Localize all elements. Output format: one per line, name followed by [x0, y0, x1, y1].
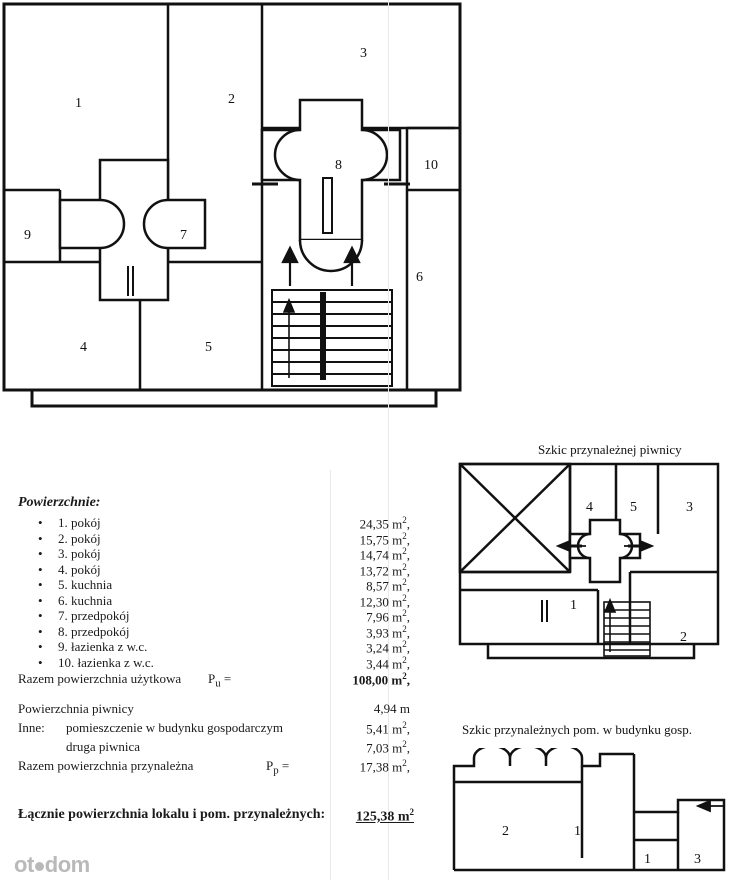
bullet: • — [38, 577, 43, 592]
area-unit: 2 — [402, 577, 407, 587]
grand-total-unit: 2 — [409, 807, 414, 817]
outbuilding-room-number-1b: 1 — [644, 852, 651, 867]
area-value: 14,74 m — [359, 547, 403, 563]
basement-room-number-5: 5 — [630, 500, 637, 515]
area-value: 3,93 m — [366, 624, 403, 640]
total-attached-label: Razem powierzchnia przynależna — [18, 758, 194, 773]
area-schedule: Powierzchnie: • 1. pokój 24,35 $m^2$, • 2. pokój 15,75 $m^2$, • 3. pokój 14,74 $m^2$, • 4. pokój 13,72 $m^2$, • 5. kuchnia 8,57 $m^2$, • 6. kuchnia 12,30 $m^2$, • 7. przedpokój 7,96 $m^2$, • 8. przedpokój 3,93 $m^2$, • 9. łazienka z w.c. 3,24 $m^2$, • 10. łazienka z w.c. 3,44 $m^2$, Razem powierzchnia użytkowa $P_u$ = 108,00 $m^2$, Powierzchnia piwnicy 4,94 m Inne: pomieszczenie w budynku gospodarczym 5,41 $m^2$, druga piwnica 7,03 $m^2$, Razem powierzchnia przynależna $P_p$ = 17,38 $m^2$, Łącznie powierzchnia lokalu i pom. przynależnych: 125,38 $m^2$ — [18, 495, 478, 827]
unit: 2 — [402, 720, 407, 730]
room-number-6: 6 — [416, 270, 423, 285]
area-value: 12,30 m — [359, 593, 403, 609]
total-attached-value: 17,38 m — [359, 759, 403, 775]
area-name: pokój — [71, 561, 101, 577]
area-name: łazienka z w.c. — [71, 639, 148, 654]
second-basement-value: 7,03 m — [366, 740, 403, 756]
area-name: pokój — [71, 546, 101, 561]
outbuilding-room-number-2: 2 — [502, 824, 509, 839]
outbuilding-room-number-3: 3 — [694, 852, 701, 867]
room-number-8: 8 — [335, 158, 342, 173]
outbuilding-room-number-1: 1 — [574, 824, 581, 839]
area-row: • 4. pokój 13,72 $m^2$, — [38, 561, 410, 578]
area-index: 5. — [58, 577, 68, 592]
bullet: • — [38, 654, 43, 670]
room-number-2: 2 — [228, 92, 235, 107]
area-row: • 10. łazienka z w.c. 3,44 $m^2$, — [38, 654, 410, 671]
area-name: przedpokój — [71, 623, 130, 639]
room-number-7: 7 — [180, 228, 187, 243]
area-unit: 2 — [402, 546, 407, 556]
area-index: 4. — [58, 561, 68, 577]
total-usable-equals: = — [223, 671, 232, 686]
area-value: 8,57 m — [366, 578, 403, 594]
area-index: 10. — [58, 654, 75, 670]
area-row: • 1. pokój 24,35 $m^2$, — [38, 515, 410, 532]
area-name: łazienka z w.c. — [77, 654, 154, 670]
area-row: • 2. pokój 15,75 $m^2$, — [38, 530, 410, 547]
area-value: 3,44 m — [366, 655, 403, 671]
area-row: • 8. przedpokój 3,93 $m^2$, — [38, 623, 410, 640]
area-unit: 2 — [402, 515, 407, 525]
otodom-watermark: ot dom — [14, 852, 90, 877]
basement-room-number-4: 4 — [586, 500, 593, 515]
outbuilding-label: pomieszczenie w budynku gospodarczym — [66, 720, 283, 735]
area-index: 7. — [58, 608, 68, 623]
area-value: 24,35 m — [359, 516, 403, 532]
grand-total-row — [18, 807, 478, 827]
room-number-10: 10 — [424, 158, 438, 173]
area-value: 13,72 m — [359, 562, 403, 578]
area-unit: 2 — [402, 561, 407, 572]
total-usable-row: Razem powierzchnia użytkowa $P_u$ = 108,00 $m^2$, — [18, 671, 410, 690]
bullet: • — [38, 639, 43, 654]
unit: 2 — [402, 739, 407, 749]
area-index: 8. — [58, 623, 68, 639]
area-name: pokój — [71, 515, 101, 530]
grand-total-label: Łącznie powierzchnia lokalu i pom. przynależnych: — [18, 807, 326, 822]
second-basement-label: druga piwnica — [66, 739, 141, 754]
room-number-4: 4 — [80, 340, 87, 355]
total-usable-label: Razem powierzchnia użytkowa — [18, 671, 182, 686]
area-name: kuchnia — [71, 577, 113, 592]
room-number-3: 3 — [360, 46, 367, 61]
area-value: 3,24 m — [366, 640, 403, 656]
total-attached-equals: = — [281, 758, 290, 773]
outbuilding-sketch-caption: Szkic przynależnych pom. w budynku gosp. — [462, 722, 692, 737]
area-unit: 2 — [402, 639, 407, 649]
area-unit: 2 — [402, 592, 407, 603]
bullet: • — [38, 515, 43, 530]
outbuilding-value: 5,41 m — [366, 721, 403, 737]
area-row: • 9. łazienka z w.c. 3,24 $m^2$, — [38, 639, 410, 656]
bullet: • — [38, 623, 43, 639]
area-index: 3. — [58, 546, 68, 561]
other-label: Inne: — [18, 720, 45, 735]
basement-area-value: 4,94 m — [373, 701, 410, 716]
unit: 2 — [402, 758, 407, 768]
main-floor-plan — [0, 0, 465, 412]
area-unit: 2 — [402, 530, 407, 541]
logo-dot-icon — [35, 862, 44, 871]
area-index: 6. — [58, 592, 68, 608]
basement-sketch — [458, 462, 720, 700]
total-attached-symbol: P — [266, 758, 274, 773]
area-row: • 5. kuchnia 8,57 $m^2$, — [38, 577, 410, 594]
area-unit: 2 — [402, 654, 407, 665]
area-index: 1. — [58, 515, 68, 530]
area-index: 9. — [58, 639, 68, 654]
area-name: kuchnia — [71, 592, 113, 608]
total-usable-unit: 2 — [402, 671, 407, 681]
area-value: 7,96 m — [366, 609, 403, 625]
bullet: • — [38, 530, 43, 546]
area-unit: 2 — [402, 608, 407, 618]
area-row: • 6. kuchnia 12,30 $m^2$, — [38, 592, 410, 609]
basement-room-number-1: 1 — [570, 598, 577, 613]
bullet: • — [38, 546, 43, 561]
room-number-5: 5 — [205, 340, 212, 355]
area-row: • 3. pokój 14,74 $m^2$, — [38, 546, 410, 563]
area-name: pokój — [71, 530, 101, 546]
total-usable-value: 108,00 m — [352, 672, 403, 688]
room-number-1: 1 — [75, 96, 82, 111]
room-number-9: 9 — [24, 228, 31, 243]
total-usable-symbol: P — [208, 671, 216, 686]
area-row: • 7. przedpokój 7,96 $m^2$, — [38, 608, 410, 625]
outbuilding-sketch — [448, 748, 729, 876]
basement-room-number-3: 3 — [686, 500, 693, 515]
total-usable-symbol-sub: u — [215, 677, 221, 690]
area-index: 2. — [58, 530, 68, 546]
basement-area-label: Powierzchnia piwnicy — [18, 701, 134, 716]
basement-room-number-2: 2 — [680, 630, 687, 645]
bullet: • — [38, 561, 43, 577]
total-attached-symbol-sub: p — [273, 764, 279, 777]
area-unit: 2 — [402, 623, 407, 634]
area-schedule-heading: Powierzchnie: — [18, 495, 101, 510]
bullet: • — [38, 608, 43, 623]
bullet: • — [38, 592, 43, 608]
area-value: 15,75 m — [359, 531, 403, 547]
basement-sketch-caption: Szkic przynależnej piwnicy — [538, 442, 682, 457]
grand-total-value: 125,38 m — [355, 809, 410, 825]
area-name: przedpokój — [71, 608, 130, 623]
